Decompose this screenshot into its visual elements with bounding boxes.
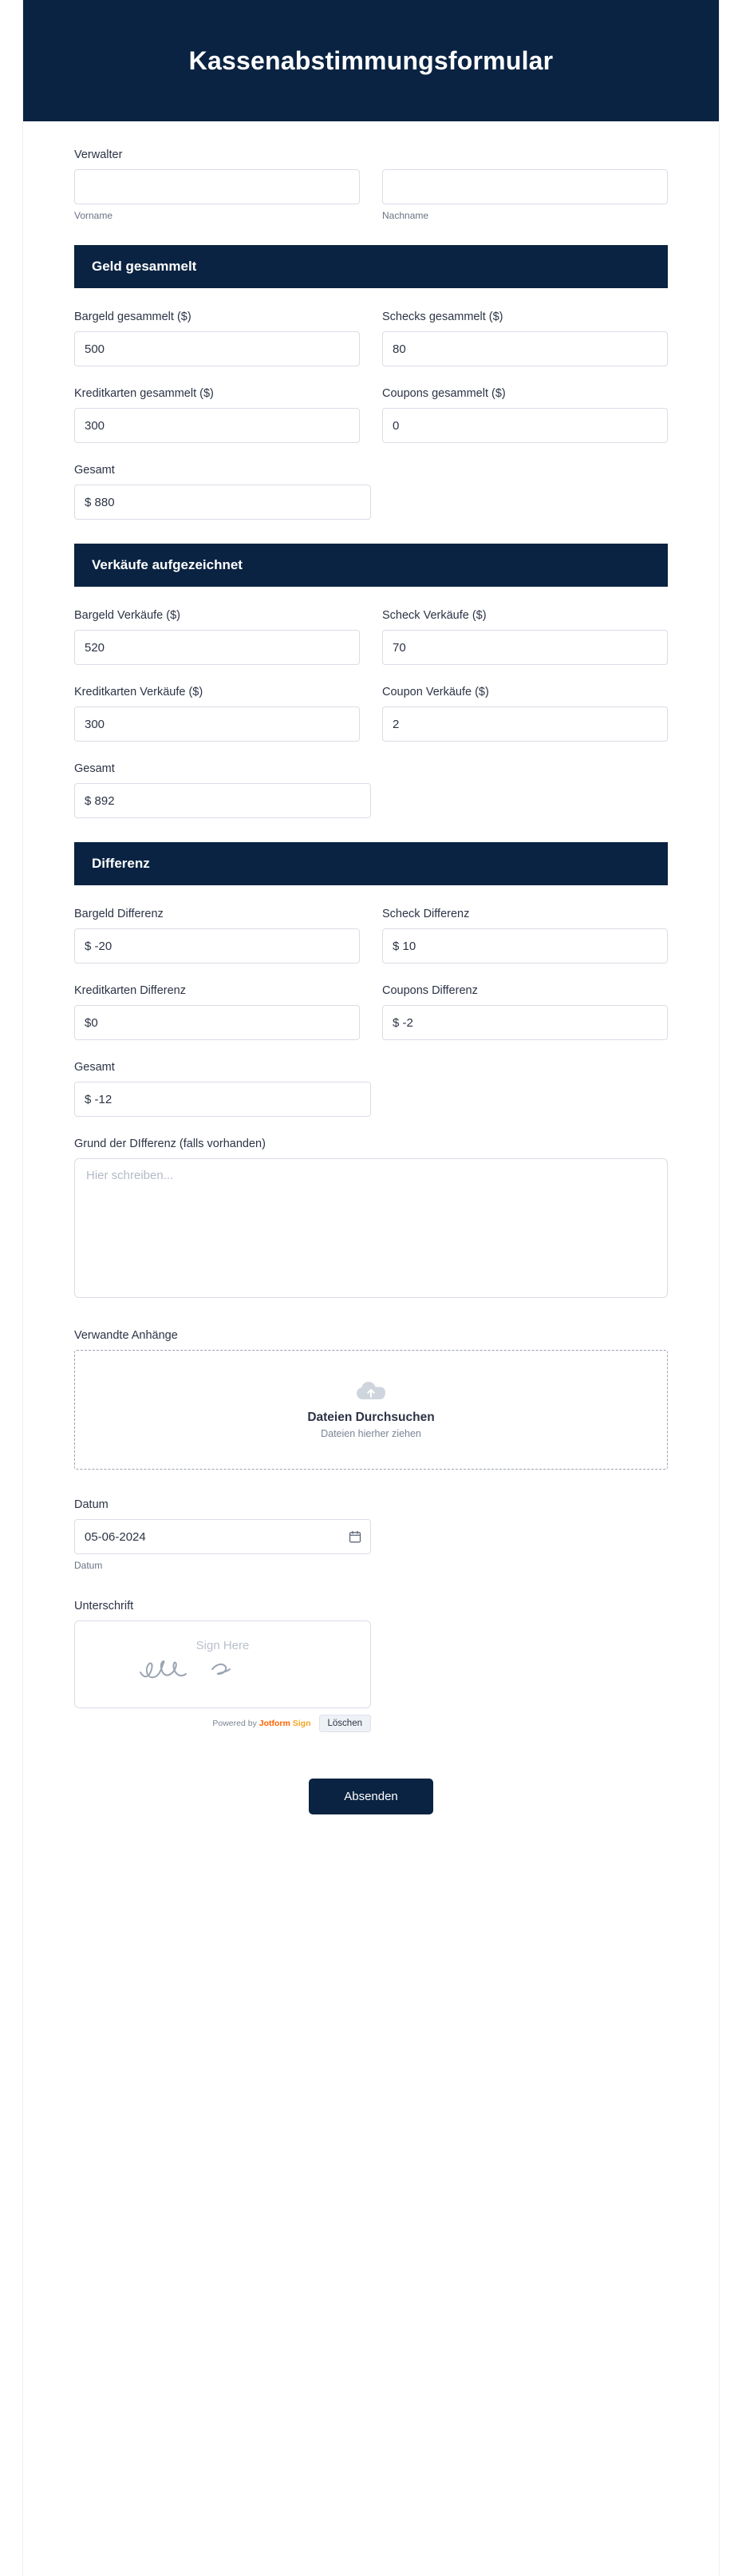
difference-total-field — [74, 1061, 371, 1117]
credit-difference-label: Kreditkarten Differenz — [74, 984, 186, 997]
powered-suffix: Sign — [292, 1719, 311, 1728]
sales-total-label: Gesamt — [74, 762, 115, 775]
credit-sales-input[interactable] — [74, 706, 360, 742]
reason-label: Grund der DIfferenz (falls vorhanden) — [74, 1138, 266, 1150]
browse-files-label[interactable]: Dateien Durchsuchen — [307, 1411, 435, 1424]
spacer-col — [393, 464, 668, 520]
check-sales-label: Scheck Verkäufe ($) — [382, 609, 487, 622]
powered-brand: Jotform — [259, 1719, 290, 1728]
sales-row-1 — [74, 609, 668, 665]
coupons-collected-label: Coupons gesammelt ($) — [382, 387, 506, 400]
difference-total-input[interactable] — [74, 1082, 371, 1117]
coupons-difference-field — [382, 984, 668, 1040]
cash-sales-field — [74, 609, 360, 665]
calendar-icon[interactable] — [349, 1530, 361, 1543]
manager-last-col — [382, 169, 668, 221]
signature-footer — [74, 1715, 371, 1732]
money-collected-row-1 — [74, 311, 668, 366]
cash-sales-input[interactable] — [74, 630, 360, 665]
submit-button[interactable]: Absenden — [309, 1779, 433, 1814]
cash-difference-label: Bargeld Differenz — [74, 908, 164, 920]
check-sales-input[interactable] — [382, 630, 668, 665]
credit-sales-field — [74, 686, 360, 742]
section-header-difference: Differenz — [74, 842, 668, 885]
last-name-sublabel: Nachname — [382, 210, 429, 221]
date-input[interactable] — [74, 1519, 371, 1554]
coupons-collected-input[interactable] — [382, 408, 668, 443]
cash-collected-label: Bargeld gesammelt ($) — [74, 311, 191, 323]
first-name-input[interactable] — [74, 169, 360, 204]
manager-field-group — [74, 148, 668, 221]
spacer-col — [393, 762, 668, 818]
difference-total-row — [74, 1061, 668, 1117]
sales-total-input[interactable] — [74, 783, 371, 818]
first-name-sublabel: Vorname — [74, 210, 113, 221]
signature-ink — [137, 1655, 241, 1692]
money-collected-row-2 — [74, 387, 668, 443]
money-collected-total-input[interactable] — [74, 485, 371, 520]
difference-total-label: Gesamt — [74, 1061, 115, 1074]
coupon-sales-field — [382, 686, 668, 742]
sales-total-field — [74, 762, 371, 818]
section-header-sales-recorded: Verkäufe aufgezeichnet — [74, 544, 668, 587]
credit-collected-input[interactable] — [74, 408, 360, 443]
date-field-group — [74, 1498, 668, 1571]
section-header-money-collected: Geld gesammelt — [74, 245, 668, 288]
reason-field-group — [74, 1138, 668, 1302]
spacer-col — [393, 1061, 668, 1117]
cash-collected-input[interactable] — [74, 331, 360, 366]
credit-sales-label: Kreditkarten Verkäufe ($) — [74, 686, 203, 698]
cash-sales-label: Bargeld Verkäufe ($) — [74, 609, 180, 622]
money-collected-total-row — [74, 464, 668, 520]
manager-name-row — [74, 169, 668, 221]
check-difference-field — [382, 908, 668, 964]
sales-total-row — [74, 762, 668, 818]
form-header — [23, 0, 719, 121]
signature-canvas[interactable] — [74, 1620, 371, 1708]
money-collected-total-field — [74, 464, 371, 520]
form-body — [23, 121, 719, 1862]
page-title: Kassenabstimmungsformular — [188, 46, 554, 75]
credit-difference-field — [74, 984, 360, 1040]
credit-difference-input[interactable] — [74, 1005, 360, 1040]
signature-field-group — [74, 1600, 668, 1732]
attachments-label: Verwandte Anhänge — [74, 1329, 178, 1342]
difference-row-1 — [74, 908, 668, 964]
cash-difference-field — [74, 908, 360, 964]
checks-collected-input[interactable] — [382, 331, 668, 366]
checks-collected-label: Schecks gesammelt ($) — [382, 311, 503, 323]
difference-row-2 — [74, 984, 668, 1040]
manager-label: Verwalter — [74, 148, 123, 161]
coupon-sales-label: Coupon Verkäufe ($) — [382, 686, 489, 698]
reason-textarea[interactable] — [74, 1158, 668, 1298]
date-sublabel: Datum — [74, 1560, 103, 1571]
date-label: Datum — [74, 1498, 109, 1511]
cash-collected-field — [74, 311, 360, 366]
powered-prefix: Powered by — [212, 1719, 257, 1728]
credit-collected-label: Kreditkarten gesammelt ($) — [74, 387, 214, 400]
date-input-wrapper — [74, 1519, 371, 1554]
credit-collected-field — [74, 387, 360, 443]
money-collected-total-label: Gesamt — [74, 464, 115, 477]
powered-by-label — [212, 1719, 310, 1728]
coupons-difference-input[interactable] — [382, 1005, 668, 1040]
last-name-input[interactable] — [382, 169, 668, 204]
cloud-upload-icon — [355, 1380, 387, 1403]
drag-files-label: Dateien hierher ziehen — [321, 1428, 421, 1439]
signature-placeholder: Sign Here — [195, 1639, 250, 1652]
sales-row-2 — [74, 686, 668, 742]
form-container — [22, 0, 720, 2576]
coupon-sales-input[interactable] — [382, 706, 668, 742]
coupons-collected-field — [382, 387, 668, 443]
clear-signature-button[interactable]: Löschen — [319, 1715, 371, 1732]
check-sales-field — [382, 609, 668, 665]
check-difference-input[interactable] — [382, 928, 668, 964]
coupons-difference-label: Coupons Differenz — [382, 984, 478, 997]
submit-area — [74, 1779, 668, 1814]
manager-first-col — [74, 169, 360, 221]
attachments-field-group — [74, 1329, 668, 1470]
signature-label: Unterschrift — [74, 1600, 134, 1612]
check-difference-label: Scheck Differenz — [382, 908, 470, 920]
file-dropzone[interactable] — [74, 1350, 668, 1470]
cash-difference-input[interactable] — [74, 928, 360, 964]
checks-collected-field — [382, 311, 668, 366]
